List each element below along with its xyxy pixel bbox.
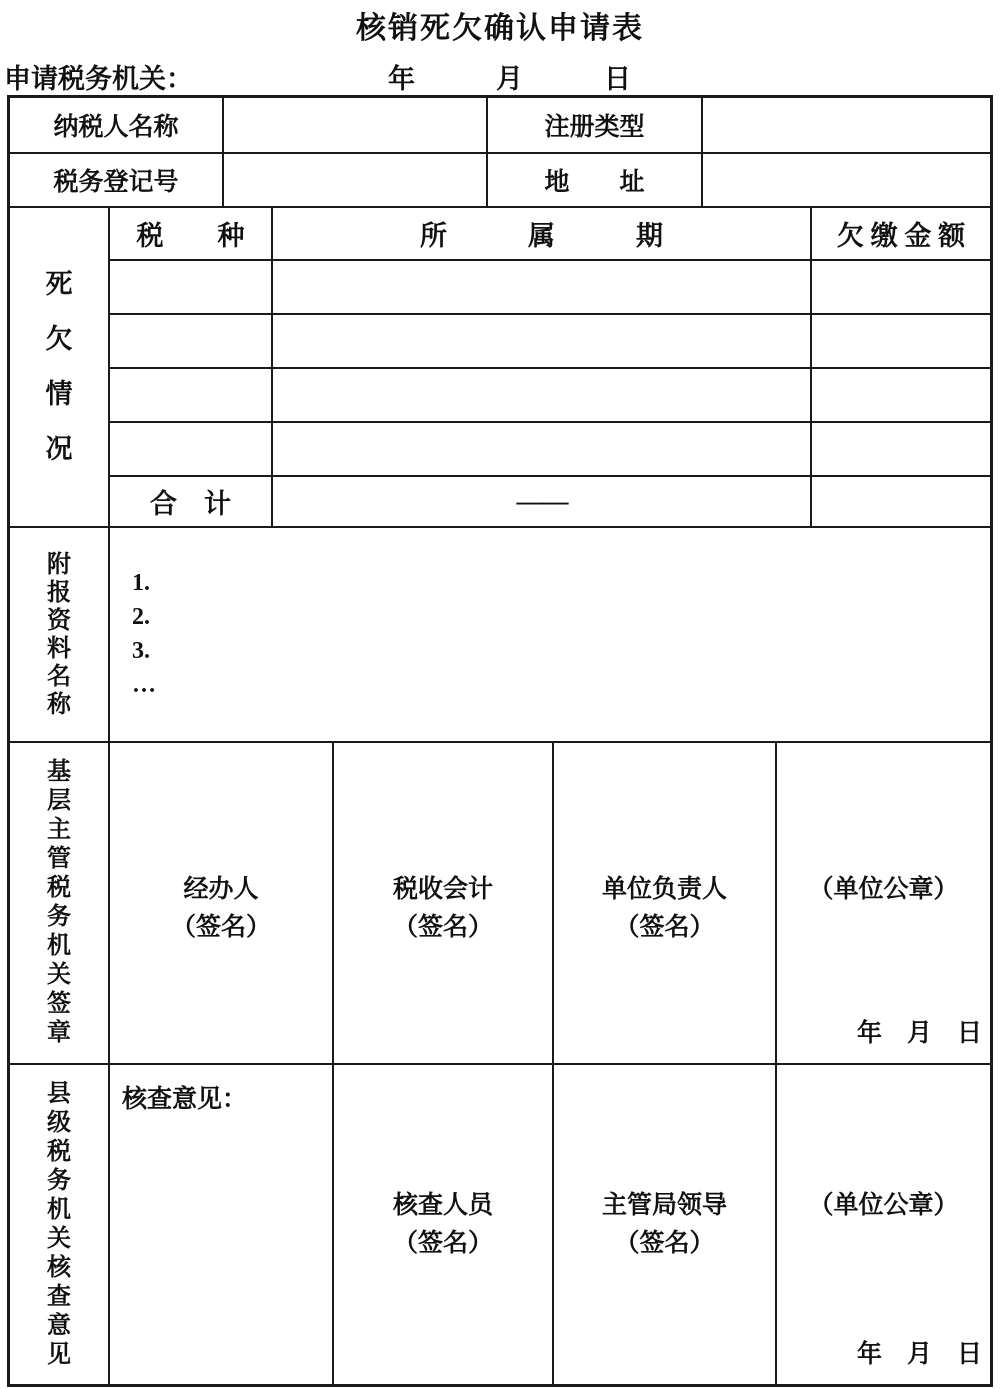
period-cell [273, 315, 812, 367]
table-row [10, 98, 990, 154]
county-stamp-date: 年 月 日 [856, 1341, 982, 1368]
period-cell [273, 261, 812, 313]
attachments-side-label: 附报资料名称 [47, 551, 71, 718]
tax-type-cell [110, 261, 273, 313]
application-form-table [7, 95, 993, 1387]
attachments-section [10, 528, 990, 743]
tax-type-column-header: 税 种 [110, 208, 273, 259]
tax-type-cell [110, 315, 273, 367]
table-row [10, 154, 990, 208]
tax-type-cell [110, 369, 273, 421]
operator-sign-hint: （签名） [170, 914, 271, 941]
bureau-leader-sign-hint: （签名） [614, 1230, 715, 1257]
verification-opinion-label: 核查意见： [122, 1086, 248, 1113]
bureau-leader-label: 主管局领导 [601, 1192, 727, 1219]
dash-placeholder: —— [516, 486, 567, 516]
bureau-leader-signature-cell [554, 1065, 777, 1384]
period-column-header: 所 属 期 [273, 208, 812, 259]
registration-type-value-cell [703, 98, 990, 152]
period-cell [273, 369, 812, 421]
grassroots-signature-section [10, 743, 990, 1065]
address-value-cell [703, 154, 990, 206]
tax-type-cell [110, 423, 273, 475]
registration-type-label: 注册类型 [488, 98, 703, 152]
form-title: 核销死欠确认申请表 [356, 12, 644, 45]
period-cell [273, 423, 812, 475]
county-stamp-cell [777, 1065, 990, 1384]
tax-registration-number-value-cell [224, 154, 488, 206]
unit-seal-label: （单位公章） [808, 1192, 959, 1219]
application-date-line: 年 月 日 [388, 64, 631, 94]
county-verification-section [10, 1065, 990, 1384]
table-row [110, 261, 990, 315]
inspector-label: 核查人员 [392, 1192, 493, 1219]
inspector-signature-cell [334, 1065, 554, 1384]
unit-head-label: 单位负责人 [601, 876, 727, 903]
list-item: … [132, 672, 156, 698]
total-label: 合 计 [110, 477, 273, 526]
tax-accountant-label: 税收会计 [392, 876, 493, 903]
operator-label: 经办人 [183, 876, 259, 903]
arrears-side-label: 死欠情况 [45, 269, 73, 464]
table-row [110, 423, 990, 477]
unit-head-sign-hint: （签名） [614, 914, 715, 941]
verification-opinion-cell [110, 1065, 334, 1384]
list-item: 3. [132, 638, 150, 664]
amount-cell [812, 423, 990, 475]
address-label: 地 址 [488, 154, 703, 206]
total-amount-cell [812, 477, 990, 526]
operator-signature-cell [110, 743, 334, 1063]
taxpayer-name-label: 纳税人名称 [10, 98, 224, 152]
county-side-label: 县级税务机关核查意见 [47, 1080, 71, 1368]
applicant-agency-label: 申请税务机关： [4, 64, 193, 94]
inspector-sign-hint: （签名） [392, 1230, 493, 1257]
amount-cell [812, 261, 990, 313]
grassroots-side-label: 基层主管税务机关签章 [47, 759, 71, 1046]
list-item: 2. [132, 604, 150, 630]
arrears-section [10, 208, 990, 528]
unit-seal-label: （单位公章） [808, 876, 959, 903]
table-row [110, 315, 990, 369]
attachments-list [110, 528, 990, 741]
total-period-dash [273, 477, 812, 526]
arrears-table [110, 208, 990, 526]
arrears-amount-column-header: 欠 缴 金 额 [836, 221, 966, 251]
grassroots-stamp-date: 年 月 日 [856, 1020, 982, 1047]
tax-accountant-sign-hint: （签名） [392, 914, 493, 941]
arrears-side-label-cell [10, 208, 110, 526]
unit-head-signature-cell [554, 743, 777, 1063]
county-side-label-cell [10, 1065, 110, 1384]
arrears-header-row [110, 208, 990, 261]
tax-accountant-signature-cell [334, 743, 554, 1063]
arrears-total-row [110, 477, 990, 526]
amount-cell [812, 369, 990, 421]
list-item: 1. [132, 570, 150, 596]
grassroots-side-label-cell [10, 743, 110, 1063]
table-row [110, 369, 990, 423]
tax-registration-number-label: 税务登记号 [10, 154, 224, 206]
amount-cell [812, 315, 990, 367]
attachments-side-label-cell [10, 528, 110, 741]
taxpayer-name-value-cell [224, 98, 488, 152]
grassroots-stamp-cell [777, 743, 990, 1063]
